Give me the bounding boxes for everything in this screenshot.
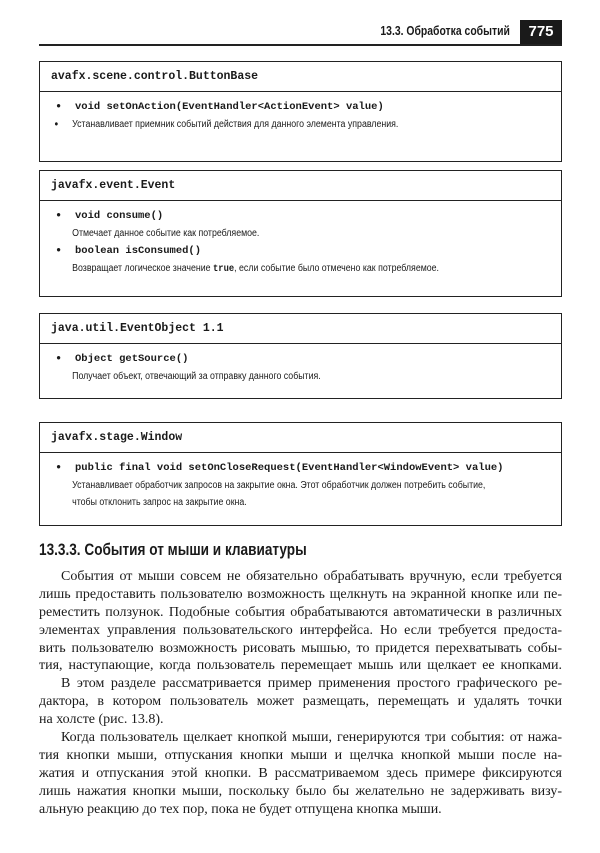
api-box-eventobject [39,313,562,399]
text-line: альную реакцию до тех пор, пока не будет отпущена кнопка мыши. [39,801,442,817]
body-text [39,568,562,818]
api-method-signature: • boolean isConsumed() [51,242,550,260]
inline-code: true [213,264,235,275]
api-box-buttonbase [39,61,562,162]
text-line: вить пользователю возможность рисовать мышью, то придется перехватывать собы- [39,640,562,656]
api-class-name: avafx.scene.control.ButtonBase [40,62,561,92]
api-class-name: java.util.EventObject 1.1 [40,314,561,344]
text-line: В этом разделе рассматривается пример применения простого графического ре- [61,676,562,692]
text-line: жатия и отпускания этой кнопки. В рассматриваемом здесь примере фиксируются [39,765,562,781]
text-line: События от мыши совсем не обязательно обрабатывать вручную, если требуется [61,569,562,584]
text-line: Когда пользователь щелкает кнопкой мыши, генерируются три события: от нажа- [61,730,562,746]
api-class-name: javafx.event.Event [40,171,561,201]
api-method-signature: • void setOnAction(EventHandler<ActionEvent> value) [51,98,550,116]
page-number: 775 [520,20,562,44]
description-text: Возвращает логическое значение [72,263,214,274]
api-box-window [39,422,562,526]
api-method-description: Устанавливает обработчик запросов на закрытие окна. Этот обработчик должен потребить событие, [72,480,486,491]
text-line: лишь предоставить пользователю возможность щелкнуть на экранной кнопке или пе- [39,586,562,602]
api-method-description: Отмечает данное событие как потребляемое. [72,228,260,239]
api-method-description: Получает объект, отвечающий за отправку данного события. [72,371,321,382]
api-method-signature: • void consume() [51,207,550,225]
text-line: элементах управления пользовательского интерфейса. Но если требуется предоста- [39,622,562,638]
text-line: лишь нажатия кнопки мыши, поскольку было бы желательно не задерживать визу- [39,783,562,799]
running-title: 13.3. Обработка событий [380,23,510,38]
text-line: реместить ползунок. Подобные события обрабатываются автоматически в различных [39,604,562,620]
api-class-name: javafx.stage.Window [40,423,561,453]
api-method-description: • Устанавливает приемник событий действия для данного элемента управления. [51,116,490,133]
api-method-description: чтобы отклонить запрос на закрытие окна. [72,497,247,508]
text-line: на холсте (рис. 13.8). [39,712,164,728]
text-line: дактора, в котором пользователь может размещать, перемещать и удалять точки [39,694,562,710]
section-heading: 13.3.3. События от мыши и клавиатуры [39,540,307,559]
api-method-signature: • Object getSource() [51,350,550,368]
running-header [39,20,562,46]
api-method-description [51,260,490,278]
api-box-event [39,170,562,297]
description-text: , если событие было отмечено как потребляемое. [234,263,440,274]
api-method-signature: • public final void setOnCloseRequest(EventHandler<WindowEvent> value) [51,459,550,477]
text-line: тия кнопки мыши, отпускания кнопки мыши и щелчка кнопкой мыши после на- [39,747,562,763]
text-line: тия, наступающие, когда пользователь перемещает мышь или щелкает ее кнопками. [39,658,562,674]
